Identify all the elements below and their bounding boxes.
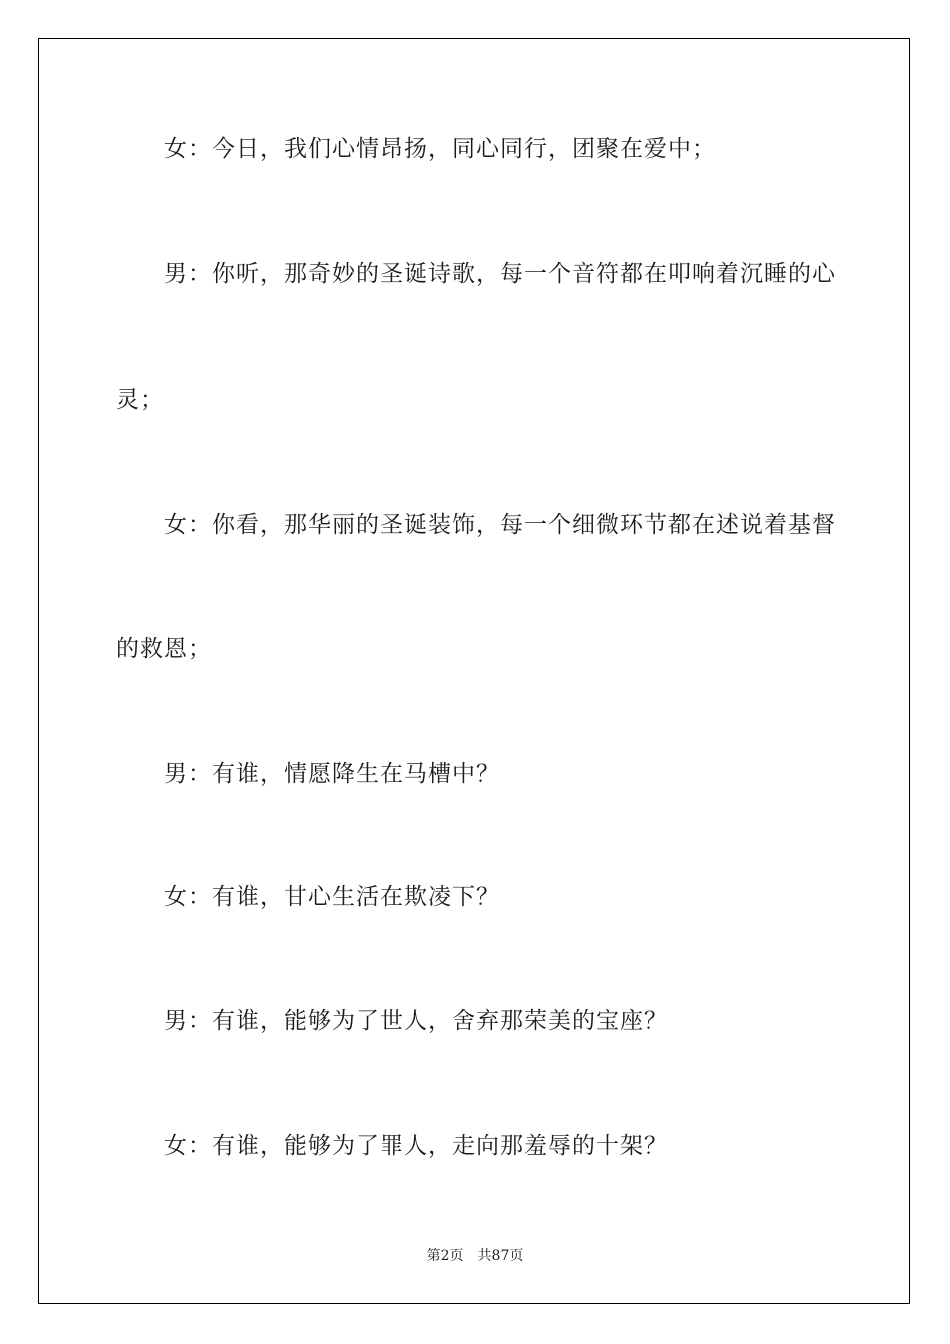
text-line-1: 女：今日，我们心情昂扬，同心同行，团聚在爱中； xyxy=(164,136,716,162)
text-line-9: 女：有谁，能够为了罪人，走向那羞辱的十架？ xyxy=(164,1133,668,1159)
page-footer xyxy=(0,1246,950,1266)
page-border xyxy=(38,38,910,1304)
text-line-4: 女：你看，那华丽的圣诞装饰，每一个细微环节都在述说着基督 xyxy=(164,512,836,538)
text-line-2: 男：你听，那奇妙的圣诞诗歌，每一个音符都在叩响着沉睡的心 xyxy=(164,261,836,287)
text-line-6: 男：有谁，情愿降生在马槽中？ xyxy=(164,761,500,787)
text-line-5: 的救恩； xyxy=(116,636,212,662)
page-total: 共87页 xyxy=(477,1248,524,1264)
page-number: 第2页 xyxy=(426,1248,464,1264)
text-line-8: 男：有谁，能够为了世人，舍弃那荣美的宝座？ xyxy=(164,1008,668,1034)
text-line-3: 灵； xyxy=(116,387,164,413)
text-line-7: 女：有谁，甘心生活在欺凌下？ xyxy=(164,884,500,910)
